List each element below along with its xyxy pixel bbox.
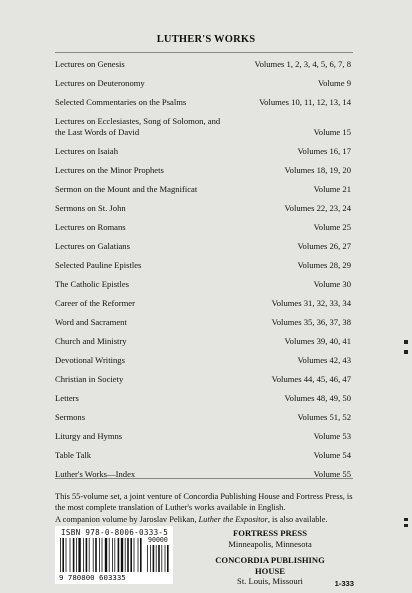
page-title: LUTHER'S WORKS <box>156 34 256 45</box>
addon-bar <box>156 545 157 572</box>
companion-text-after: , is also available. <box>267 515 328 525</box>
entry-title: Lectures on the Minor Prophets <box>55 165 164 175</box>
publisher-city: Minneapolis, Minnesota <box>228 538 312 549</box>
entry-volumes: Volume 30 <box>313 279 351 289</box>
barcode-bar <box>125 538 126 572</box>
publisher-fortress <box>200 528 340 549</box>
addon-bar <box>158 545 160 572</box>
entry-title: Table Talk <box>55 450 92 460</box>
entry-title: Career of the Reformer <box>55 298 135 308</box>
barcode-bar <box>62 538 64 572</box>
barcode-bar <box>99 538 100 572</box>
entry-title: Selected Commentaries on the Psalms <box>55 97 187 107</box>
companion-text-before: A companion volume by Jaroslav Pelikan, <box>55 515 199 525</box>
entry-volumes: Volumes 26, 27 <box>297 241 351 251</box>
barcode <box>55 526 173 584</box>
publisher-city: St. Louis, Missouri <box>237 576 303 586</box>
edge-mark <box>404 524 408 527</box>
entry-volumes: Volumes 22, 23, 24 <box>284 203 351 213</box>
entry-volumes: Volume 9 <box>317 78 351 88</box>
entry-title: Letters <box>55 393 79 403</box>
edge-mark <box>404 518 408 521</box>
entry-volumes: Volumes 35, 36, 37, 38 <box>271 317 351 327</box>
publisher-concordia <box>200 555 340 587</box>
entry-volumes: Volumes 39, 40, 41 <box>284 336 351 346</box>
bottom-divider <box>55 478 353 479</box>
entry-title: Lectures on Genesis <box>55 59 125 69</box>
barcode-bar <box>105 538 107 572</box>
publisher-name: CONCORDIA PUBLISHING HOUSE <box>215 555 325 576</box>
barcode-bar <box>93 538 94 572</box>
addon-number: 90000 <box>148 536 168 544</box>
barcode-bar <box>78 538 80 572</box>
barcode-bar <box>130 538 132 572</box>
entry-volumes: Volume 21 <box>313 184 351 194</box>
barcode-bar <box>73 538 75 572</box>
addon-bar <box>167 545 169 572</box>
barcode-bar <box>114 538 115 572</box>
isbn-text: ISBN 978-0-8006-0333-5 <box>61 528 169 537</box>
barcode-bar <box>60 538 61 572</box>
edge-mark <box>404 340 408 344</box>
catalog-code: 1-333 <box>334 579 354 588</box>
ean-number: 9 780800 603335 <box>59 573 126 582</box>
barcode-bar <box>134 538 135 572</box>
barcode-bar <box>70 538 71 572</box>
entry-volumes: Volumes 42, 43 <box>297 355 351 365</box>
edge-mark <box>404 350 408 354</box>
addon-bar <box>165 545 166 572</box>
barcode-bar <box>102 538 103 572</box>
entry-volumes: Volumes 48, 49, 50 <box>284 393 351 403</box>
barcode-bar <box>89 538 90 572</box>
addon-bar <box>150 545 151 572</box>
entry-title: Lectures on Galatians <box>55 241 130 251</box>
entry-volumes: Volume 55 <box>313 469 351 479</box>
entry-title: Selected Pauline Epistles <box>55 260 142 270</box>
entry-volumes: Volume 54 <box>313 450 351 460</box>
entry-volumes: Volumes 16, 17 <box>297 146 351 156</box>
barcode-bar <box>138 538 139 572</box>
description <box>55 491 353 527</box>
entry-title: Lectures on Deuteronomy <box>55 78 145 88</box>
entry-volumes: Volume 25 <box>313 222 351 232</box>
barcode-bar <box>121 538 123 572</box>
entry-volumes: Volumes 44, 45, 46, 47 <box>271 374 351 384</box>
entry-volumes: Volumes 18, 19, 20 <box>284 165 351 175</box>
entry-volumes: Volume 15 <box>313 127 351 137</box>
publisher-name: FORTRESS PRESS <box>233 528 307 538</box>
entry-title: Liturgy and Hymns <box>55 431 123 441</box>
addon-bar <box>147 545 148 572</box>
entry-title: Devotional Writings <box>55 355 125 365</box>
barcode-number <box>59 573 126 582</box>
entry-title: Lectures on Romans <box>55 222 126 232</box>
entry-title-continued: the Last Words of David <box>55 127 140 137</box>
top-divider <box>55 52 353 53</box>
description-paragraph: This 55-volume set, a joint venture of Concordia Publishing House and Fortress Press, is the most complete translation of Luther's works available in English. <box>55 492 353 513</box>
entry-title: Sermons <box>55 412 86 422</box>
entry-title: Lectures on Isaiah <box>55 146 118 156</box>
barcode-bar <box>86 538 88 572</box>
companion-paragraph <box>55 514 353 525</box>
entry-title: Lectures on Ecclesiastes, Song of Solomon, and <box>55 116 221 126</box>
entry-volumes: Volumes 1, 2, 3, 4, 5, 6, 7, 8 <box>254 59 351 69</box>
entry-volumes: Volume 53 <box>313 431 351 441</box>
entry-title: Luther's Works—Index <box>55 469 136 479</box>
entry-title: Sermons on St. John <box>55 203 126 213</box>
entry-volumes: Volumes 31, 32, 33, 34 <box>271 298 351 308</box>
entry-volumes: Volumes 51, 52 <box>297 412 351 422</box>
barcode-bar <box>118 538 120 572</box>
entry-title: Word and Sacrament <box>55 317 127 327</box>
barcode-bar <box>127 538 129 572</box>
entry-title: Church and Ministry <box>55 336 127 346</box>
entry-title: The Catholic Epistles <box>55 279 129 289</box>
addon-bar <box>153 545 155 572</box>
barcode-bar <box>66 538 67 572</box>
barcode-bar <box>140 538 142 572</box>
barcode-bar <box>83 538 84 572</box>
barcode-bar <box>95 538 97 572</box>
entry-volumes: Volumes 10, 11, 12, 13, 14 <box>259 97 351 107</box>
barcode-bar <box>109 538 110 572</box>
entry-volumes: Volumes 28, 29 <box>297 260 351 270</box>
entry-title: Christian in Society <box>55 374 124 384</box>
barcode-bar <box>112 538 113 572</box>
entry-title: Sermon on the Mount and the Magnificat <box>55 184 198 194</box>
barcode-bar <box>76 538 77 572</box>
addon-bar <box>161 545 162 572</box>
companion-title: Luther the Expositor <box>198 515 268 525</box>
